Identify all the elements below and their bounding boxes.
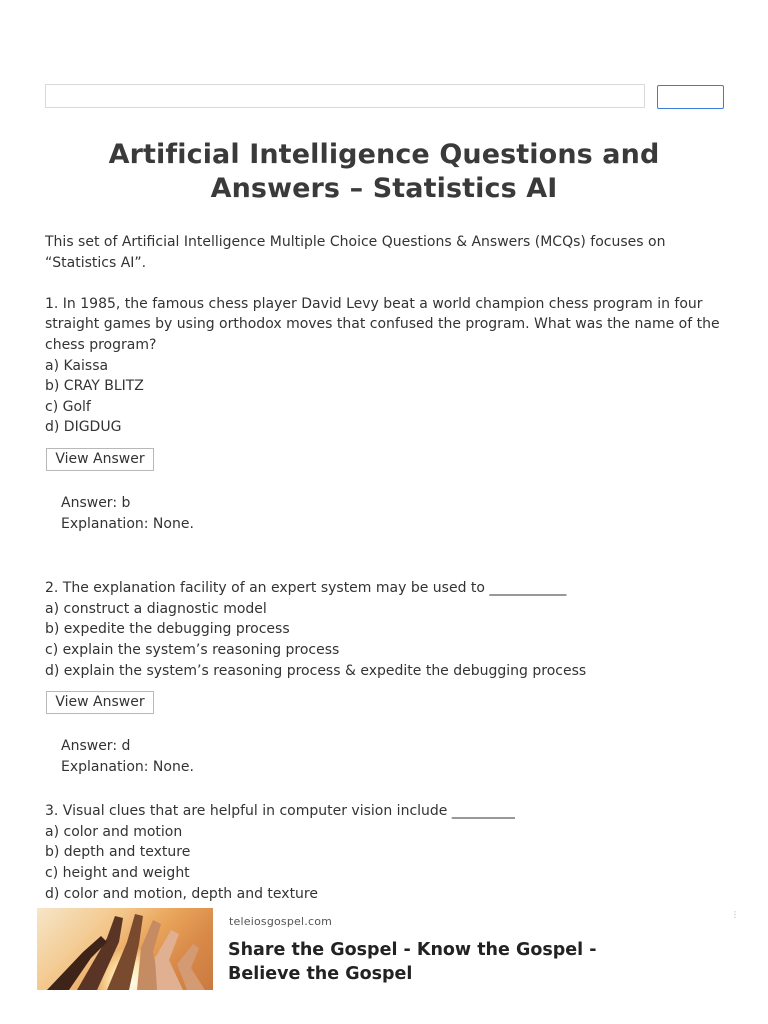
explanation-text: Explanation: None. <box>61 515 194 532</box>
page-title: Artificial Intelligence Questions and Answers – Statistics AI <box>108 139 660 204</box>
question-block <box>45 578 725 777</box>
explanation-text: Explanation: None. <box>61 758 194 775</box>
option-a: a) Kaissa <box>45 357 109 374</box>
raised-hands-icon <box>37 908 213 990</box>
ad-headline[interactable]: Share the Gospel - Know the Gospel - Believe the Gospel <box>228 940 597 984</box>
option-b: b) CRAY BLITZ <box>45 378 144 395</box>
intro-text: This set of Artificial Intelligence Multiple Choice Questions & Answers (MCQs) focuses on “Statistics AI”. <box>45 234 666 271</box>
option-c: c) explain the system’s reasoning process <box>45 641 340 658</box>
option-d: d) explain the system’s reasoning process & expedite the debugging process <box>45 662 587 679</box>
search-button[interactable] <box>657 85 724 109</box>
option-d: d) color and motion, depth and texture <box>45 885 318 902</box>
option-a: a) construct a diagnostic model <box>45 600 267 617</box>
question-text: 1. In 1985, the famous chess player David Levy beat a world champion chess program in four straight games by using orthodox moves that confused the program. What was the name of the chess program? <box>45 295 720 353</box>
option-b: b) expedite the debugging process <box>45 621 290 638</box>
search-input[interactable] <box>45 84 645 108</box>
question-text: 3. Visual clues that are helpful in computer vision include _________ <box>45 803 515 820</box>
ad-domain[interactable]: teleiosgospel.com <box>229 915 333 928</box>
answer-text: Answer: d <box>61 738 131 755</box>
answer-block <box>61 736 725 777</box>
question-text: 2. The explanation facility of an expert system may be used to ___________ <box>45 580 567 597</box>
option-c: c) Golf <box>45 398 91 415</box>
question-block <box>45 294 725 534</box>
raised-hands-sunset-photo-icon[interactable] <box>37 908 213 990</box>
option-a: a) color and motion <box>45 823 183 840</box>
spacer <box>45 534 725 578</box>
answer-block <box>61 493 725 534</box>
spacer <box>45 777 725 801</box>
ad-banner[interactable] <box>37 908 737 990</box>
question-block <box>45 801 725 904</box>
option-c: c) height and weight <box>45 865 190 882</box>
view-answer-button[interactable]: View Answer <box>46 448 154 471</box>
answer-text: Answer: b <box>61 494 131 511</box>
option-d: d) DIGDUG <box>45 419 122 436</box>
option-b: b) depth and texture <box>45 844 191 861</box>
article-content <box>45 232 725 904</box>
ad-info-icon[interactable]: ⋮ <box>731 910 739 919</box>
view-answer-button[interactable]: View Answer <box>46 691 154 714</box>
